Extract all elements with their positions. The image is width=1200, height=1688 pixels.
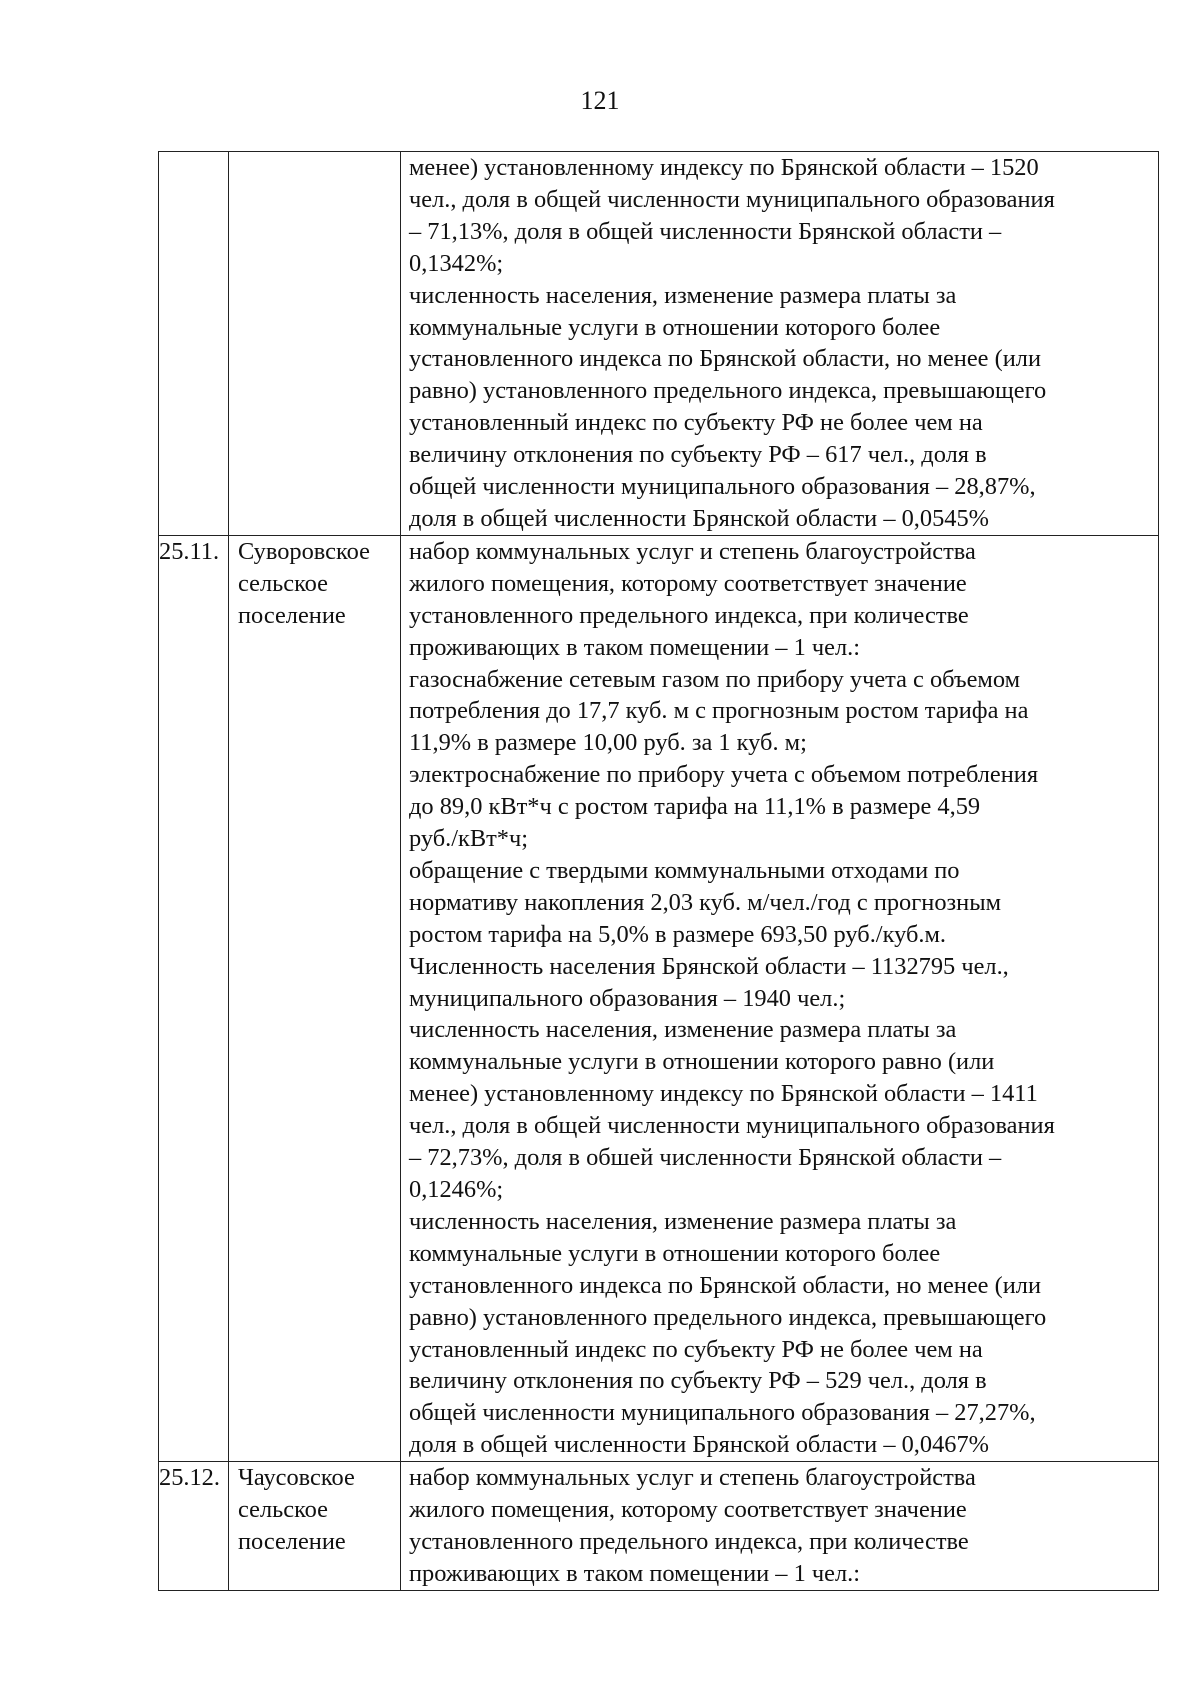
description-line: коммунальные услуги в отношении которого равно (или: [409, 1048, 995, 1076]
description-line: 0,1342%;: [409, 249, 504, 277]
settlement-name-cell: [229, 1462, 401, 1591]
description-line: общей численности муниципального образования – 28,87%,: [409, 473, 1036, 501]
description-line: коммунальные услуги в отношении которого более: [409, 313, 941, 341]
description-line: проживающих в таком помещении – 1 чел.:: [409, 633, 861, 661]
row-number-cell: [159, 152, 229, 536]
description-line: менее) установленному индексу по Брянской области – 1520: [409, 154, 1039, 181]
description-line: численность населения, изменение размера платы за: [409, 1207, 957, 1235]
row-number-cell: [159, 1462, 229, 1591]
description-line: – 71,13%, доля в общей численности Брянской области –: [409, 217, 1002, 245]
settlement-name-line: Суворовское: [238, 537, 370, 565]
settlement-name-cell: [229, 152, 401, 536]
description-line: равно) установленного предельного индекса, превышающего: [409, 377, 1047, 405]
description-line: жилого помещения, которому соответствует значение: [409, 1496, 967, 1524]
settlement-name-line: Чаусовское: [238, 1464, 355, 1492]
description-line: установленного предельного индекса, при количестве: [409, 1527, 969, 1555]
description-line: коммунальные услуги в отношении которого более: [409, 1239, 941, 1267]
description-line: электроснабжение по прибору учета с объемом потребления: [409, 761, 1039, 789]
description-line: Численность населения Брянской области – 1132795 чел.,: [409, 952, 1009, 980]
description-line: – 72,73%, доля в обшей численности Брянской области –: [409, 1144, 1002, 1172]
table-row: [159, 152, 1159, 536]
description-line: численность населения, изменение размера платы за: [409, 281, 957, 309]
table-body: [159, 152, 1159, 1591]
description-line: обращение с твердыми коммунальными отходами по: [409, 856, 960, 884]
description-line: численность населения, изменение размера платы за: [409, 1016, 957, 1044]
description-line: установленный индекс по субъекту РФ не более чем на: [409, 1335, 983, 1363]
description-line: общей численности муниципального образования – 27,27%,: [409, 1399, 1036, 1427]
description-line: газоснабжение сетевым газом по прибору учета с объемом: [409, 665, 1021, 693]
data-table: [158, 151, 1159, 1591]
description-line: 11,9% в размере 10,00 руб. за 1 куб. м;: [409, 729, 807, 757]
description-line: величину отклонения по субъекту РФ – 617 чел., доля в: [409, 441, 987, 469]
description-line: чел., доля в общей численности муниципального образования: [409, 185, 1055, 213]
table-row: [159, 1462, 1159, 1591]
table-row: [159, 535, 1159, 1461]
description-line: ростом тарифа на 5,0% в размере 693,50 руб./куб.м.: [409, 920, 946, 948]
description-line: набор коммунальных услуг и степень благоустройства: [409, 537, 976, 565]
row-number: 25.12.: [159, 1464, 220, 1492]
description-line: набор коммунальных услуг и степень благоустройства: [409, 1464, 976, 1492]
description-line: чел., доля в общей численности муниципального образования: [409, 1112, 1055, 1140]
row-number-cell: [159, 535, 229, 1461]
description-cell: [401, 152, 1159, 536]
description-line: установленный индекс по субъекту РФ не более чем на: [409, 409, 983, 437]
settlement-name-cell: [229, 535, 401, 1461]
description-line: 0,1246%;: [409, 1176, 504, 1203]
description-cell: [401, 535, 1159, 1461]
description-line: менее) установленному индексу по Брянской области – 1411: [409, 1080, 1038, 1108]
settlement-name-line: поселение: [238, 601, 346, 629]
row-number: 25.11.: [159, 537, 220, 565]
description-line: муниципального образования – 1940 чел.;: [409, 984, 846, 1012]
description-line: жилого помещения, которому соответствует значение: [409, 569, 967, 597]
description-line: потребления до 17,7 куб. м с прогнозным ростом тарифа на: [409, 697, 1029, 725]
settlement-name-line: сельское: [238, 1496, 328, 1524]
description-line: установленного индекса по Брянской области, но менее (или: [409, 1271, 1041, 1299]
description-line: до 89,0 кВт*ч с ростом тарифа на 11,1% в размере 4,59: [409, 793, 981, 821]
description-line: руб./кВт*ч;: [409, 825, 529, 853]
description-line: нормативу накопления 2,03 куб. м/чел./год с прогнозным: [409, 888, 1002, 916]
description-line: доля в общей численности Брянской области – 0,0467%: [409, 1431, 990, 1459]
description-line: доля в общей численности Брянской области – 0,0545%: [409, 504, 990, 532]
description-line: проживающих в таком помещении – 1 чел.:: [409, 1559, 861, 1587]
description-line: равно) установленного предельного индекса, превышающего: [409, 1303, 1047, 1331]
description-line: величину отклонения по субъекту РФ – 529 чел., доля в: [409, 1367, 987, 1395]
description-cell: [401, 1462, 1159, 1591]
settlement-name-line: поселение: [238, 1527, 346, 1555]
description-line: установленного предельного индекса, при количестве: [409, 601, 969, 629]
description-line: установленного индекса по Брянской области, но менее (или: [409, 345, 1041, 373]
page-number: 121: [580, 86, 620, 115]
settlement-name-line: сельское: [238, 569, 328, 597]
